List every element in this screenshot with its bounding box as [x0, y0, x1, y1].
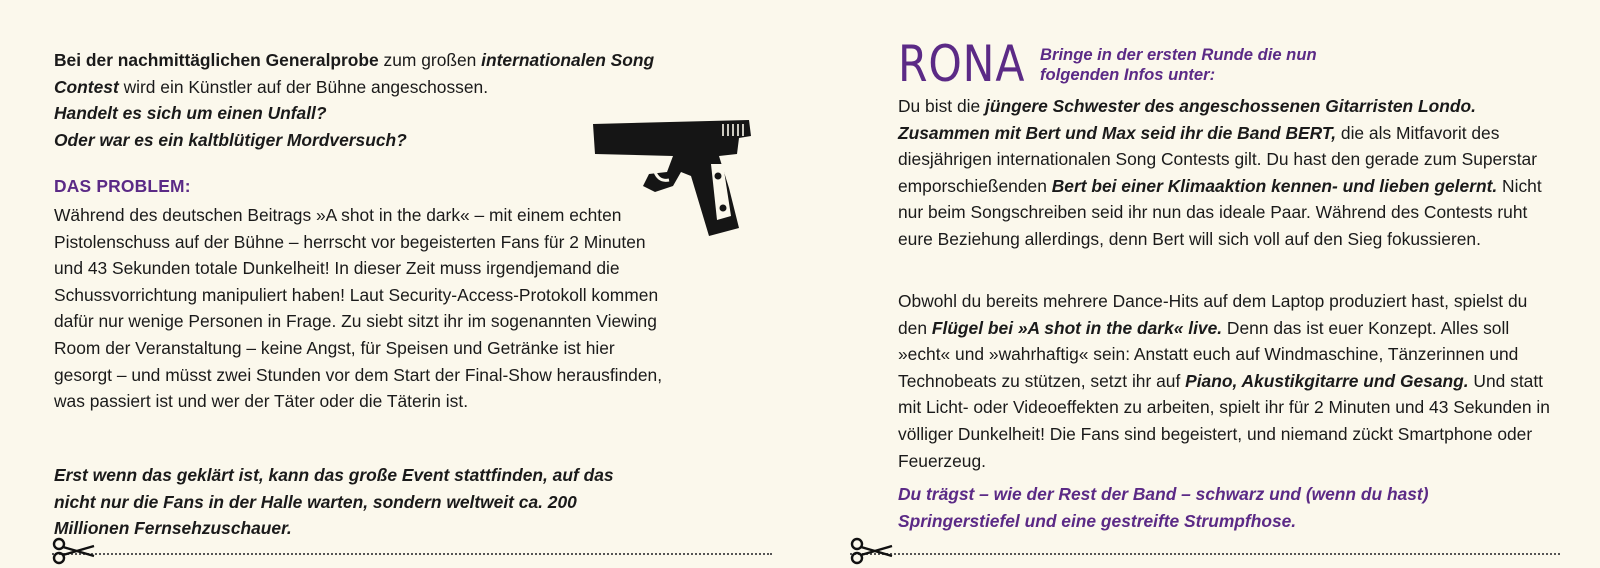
highlight-sister: jüngere Schwester des angeschossenen Gitarristen Londo. Zusammen mit Bert und Max seid ihr die Band BERT, [898, 96, 1476, 143]
intro-question-1: Handelt es sich um einen Unfall? [54, 103, 327, 124]
intro-bold: Bei der nachmittäglichen Generalprobe [54, 50, 379, 70]
scissors-icon [848, 536, 894, 566]
highlight-instruments: Piano, Akustikgitarre und Gesang. [1185, 370, 1469, 391]
problem-text: Während des deutschen Beitrags »A shot in the dark« – mit einem echten Pistolenschuss auf der Bühne – herrscht vor begeisterten Fans für 2 Minuten und 43 Sekunden totale Dunkelheit! In dieser Zeit muss irgendjemand die Schussvorrichtung manipuliert haben! Laut Security-Access-Protokoll kommen dafür nur wenige Personen in Frage. Zu siebt sitzt ihr im sogenannten Viewing Room der Veranstaltung – keine Angst, für Speisen und Getränke ist hier gesorgt – und müsst zwei Stunden vor dem Start der Final-Show herausfinden, was passiert ist und wer der Täter oder die Täterin ist. [54, 205, 663, 412]
intro-contest: internationalen Song Contest [54, 50, 655, 97]
closing-text: Erst wenn das geklärt ist, kann das große Event stattfinden, auf das nicht nur die Fans in der Halle warten, sondern weltweit ca. 200 Millionen Fernsehzuschauer. [54, 465, 614, 539]
intro-question-2: Oder war es ein kaltblütiger Mordversuch? [54, 129, 407, 150]
costume-note: Du trägst – wie der Rest der Band – schwarz und (wenn du hast) Springerstiefel und eine gestreifte Strumpfhose. [898, 484, 1429, 531]
character-info-1: Du bist die jüngere Schwester des angeschossenen Gitarristen Londo. Zusammen mit Bert und Max seid ihr die Band BERT, die als Mitfavorit des diesjährigen internationalen Song Contests gilt. Du hast den gerade zum Superstar emporschießenden Bert bei einer Klimaaktion kennen- und lieben gelernt. Nicht nur beim Songschreiben seid ihr nun das ideale Paar. Während des Contests ruht eure Beziehung allerdings, denn Bert will sich voll auf den Sieg fokussieren. [898, 96, 1542, 249]
scissors-icon [50, 536, 96, 566]
problem-heading: DAS PROBLEM: [54, 176, 191, 196]
cut-line-left [52, 553, 772, 555]
intro-rest: wird ein Künstler auf der Bühne angeschossen. [118, 76, 489, 97]
character-info-2: Obwohl du bereits mehrere Dance-Hits auf dem Laptop produziert hast, spielst du den Flügel bei »A shot in the dark« live. Denn das ist euer Konzept. Alles soll »echt« und »wahrhaftig« sein: Anstatt euch auf Windmaschine, Tänzerinnen und Technobeats zu stützen, setzt ihr auf Piano, Akustikgitarre und Gesang. Und statt mit Licht- oder Videoeffekten zu arbeiten, spielt ihr für 2 Minuten und 43 Sekunden in völliger Dunkelheit! Die Fans sind begeistert, und niemand zückt Smartphone oder Feuerzeug. [898, 291, 1550, 471]
cut-line-right [850, 553, 1560, 555]
highlight-piano: Flügel bei »A shot in the dark« live. [931, 317, 1223, 338]
highlight-bert: Bert bei einer Klimaaktion kennen- und lieben gelernt. [1051, 175, 1498, 196]
character-name: RONA [898, 35, 1026, 93]
round-instruction: Bringe in der ersten Runde die nun folgenden Infos unter: [1040, 45, 1317, 84]
intro-plain: zum großen [378, 50, 482, 70]
pistol-icon [589, 116, 774, 238]
